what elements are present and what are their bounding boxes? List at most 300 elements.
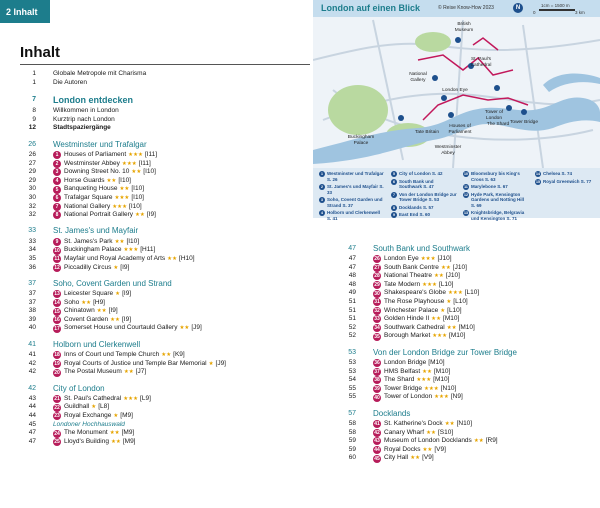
star-rating: ★★	[123, 369, 134, 376]
district-number-badge: 15	[536, 179, 540, 184]
star-rating: ★	[91, 404, 97, 411]
toc-entry[interactable]	[340, 385, 590, 394]
sight-number-badge: 6	[53, 194, 61, 202]
sight-number-badge: 37	[374, 368, 380, 375]
star-rating: ★★	[440, 264, 451, 271]
legend-item[interactable]	[391, 171, 457, 177]
sight-number-badge: 24	[54, 430, 60, 437]
star-rating: ★★	[81, 299, 92, 306]
legend-item[interactable]	[391, 205, 457, 211]
sight-number-badge: 33	[374, 316, 380, 323]
sight-number-badge: 27	[374, 264, 380, 271]
entry-title: Inns of Court und Temple Church	[64, 351, 160, 359]
section-heading[interactable]	[20, 139, 310, 151]
toc-entry[interactable]	[340, 446, 590, 455]
entry-title: National Portrait Gallery	[64, 211, 133, 219]
toc-entry[interactable]	[340, 393, 590, 402]
district-name: East End S. 60	[399, 212, 431, 218]
toc-entry[interactable]	[20, 246, 310, 255]
map-grid-ref: [I11]	[138, 159, 151, 167]
toc-entry[interactable]	[340, 272, 590, 281]
toc-left-column	[20, 70, 310, 446]
map-grid-ref: [M9]	[121, 429, 135, 437]
entry-page-number: 47	[28, 429, 36, 437]
map-label-national-gallery: National Gallery	[409, 72, 427, 83]
district-name: St. James's und Mayfair S. 33	[327, 184, 384, 195]
entry-title: Tower of London	[384, 393, 433, 401]
map-grid-ref: [I9]	[122, 290, 132, 298]
district-number-badge: 11	[464, 185, 468, 190]
map-grid-ref: [L10]	[453, 297, 468, 305]
entry-page-number: 33	[28, 237, 36, 245]
section-heading[interactable]	[20, 339, 310, 351]
map-label-westminster: Westminster Abbey	[434, 145, 462, 156]
sight-number-badge: 16	[54, 317, 60, 324]
entry-page-number: 51	[348, 297, 356, 305]
district-number-badge: 2	[319, 184, 325, 190]
district-number-badge: 6	[391, 179, 397, 185]
sight-number-badge: 45	[374, 455, 380, 462]
toc-entry[interactable]	[20, 255, 310, 264]
sight-number-badge: 23	[54, 413, 60, 420]
entry-page-number: 52	[348, 332, 356, 340]
star-rating: ★	[113, 413, 119, 420]
star-rating: ★★★	[420, 256, 436, 262]
district-number-badge: 8	[391, 205, 397, 211]
district-name: Chelsea S. 74	[543, 171, 573, 176]
section-heading[interactable]	[20, 383, 310, 395]
map-label-houses: Houses of Parliament	[448, 124, 472, 135]
entry-page-number: 55	[348, 384, 356, 392]
star-rating: ★★	[161, 352, 172, 359]
legend-item[interactable]	[463, 210, 529, 222]
map-grid-ref: [I10]	[118, 176, 131, 184]
entry-page-number: 26	[28, 150, 36, 158]
star-rating: ★★	[444, 420, 455, 427]
district-name: Docklands S. 57	[399, 204, 434, 210]
sight-number-badge: 34	[374, 325, 380, 332]
entry-title: Londoner Hochhauswald	[53, 420, 125, 428]
toc-entry[interactable]	[20, 403, 310, 412]
entry-title: St. Paul's Cathedral	[64, 394, 122, 402]
map-grid-ref: [J10]	[445, 272, 460, 280]
map-title-bar	[313, 0, 600, 17]
entry-page-number: 37	[28, 298, 36, 306]
toc-entry[interactable]	[20, 185, 310, 194]
entry-title: Covent Garden	[64, 315, 109, 323]
legend-column	[319, 171, 385, 223]
entry-page-number: 39	[28, 315, 36, 323]
section-title: Westminster und Trafalgar	[53, 139, 147, 149]
toc-entry[interactable]	[20, 438, 310, 447]
star-rating: ★★	[433, 273, 444, 280]
intro-entry[interactable]	[20, 70, 310, 79]
entry-title: Buckingham Palace	[64, 246, 122, 254]
entry-page-number: 32	[28, 202, 36, 210]
legend-item[interactable]	[319, 210, 385, 222]
toc-entry[interactable]	[20, 307, 310, 316]
map-grid-ref: [J9]	[215, 359, 226, 367]
entry-page-number: 51	[348, 315, 356, 323]
entry-title: Borough Market	[384, 332, 431, 340]
sight-number-badge: 40	[374, 394, 380, 401]
district-name: Bloomsbury bis King's Cross S. 63	[471, 171, 520, 182]
entry-title: Trafalgar Square	[64, 193, 113, 201]
toc-entry[interactable]	[20, 238, 310, 247]
entry-title: Die Autoren	[53, 78, 87, 86]
star-rating: ★★	[110, 438, 121, 445]
entry-title: Guildhall	[64, 403, 90, 411]
entry-page-number: 35	[28, 254, 36, 262]
entry-page-number: 44	[28, 403, 36, 411]
scale-end: 3 km	[575, 10, 585, 15]
entry-page-number: 34	[28, 246, 36, 254]
map-grid-ref: [I9]	[121, 315, 132, 323]
toc-entry[interactable]	[340, 420, 590, 429]
map-grid-ref: [K9]	[173, 351, 185, 359]
legend-column	[391, 171, 457, 220]
sight-number-badge: 5	[53, 186, 61, 194]
map-grid-ref: [N9]	[450, 393, 463, 401]
map-label-tate-britain: Tate Britain	[415, 130, 439, 135]
toc-entry[interactable]	[20, 412, 310, 421]
entry-title: Stadtspaziergänge	[53, 124, 111, 132]
section-title: South Bank und Southwark	[373, 243, 470, 253]
toc-entry[interactable]	[340, 289, 590, 298]
map-label-tower-bridge: Tower Bridge	[510, 120, 538, 125]
entry-title: Horse Guards	[64, 176, 105, 184]
page-tab	[0, 0, 50, 23]
entry-title: Kurztrip nach London	[53, 115, 115, 123]
star-rating: ★★	[109, 430, 120, 437]
star-rating: ★★★	[114, 194, 130, 201]
toc-entry[interactable]	[20, 360, 310, 369]
map-title: London auf einen Blick	[321, 3, 421, 13]
star-rating: ★★★	[121, 160, 137, 167]
map-grid-ref: [N10]	[456, 419, 473, 427]
toc-entry[interactable]	[20, 368, 310, 377]
entry-title: National Theatre	[384, 272, 432, 280]
entry-page-number: 30	[28, 185, 36, 193]
star-rating: ★	[446, 298, 452, 305]
entry-page-number: 43	[28, 394, 36, 402]
entry-page-number: 47	[28, 437, 36, 445]
entry-title: HMS Belfast	[384, 367, 421, 375]
map-grid-ref: [H9]	[93, 298, 105, 306]
map-label-london-eye: London Eye	[442, 88, 468, 93]
entry-page-number: 32	[28, 211, 36, 219]
section-title: London entdecken	[53, 94, 134, 105]
toc-entry[interactable]	[340, 454, 590, 463]
toc-entry[interactable]	[340, 255, 590, 264]
map-grid-ref: [M10]	[449, 332, 466, 340]
star-rating: ★	[115, 291, 121, 298]
section-heading[interactable]	[20, 226, 310, 238]
legend-item[interactable]	[391, 179, 457, 191]
district-number-badge: 5	[391, 171, 397, 177]
entry-title: Piccadilly Circus	[64, 263, 112, 271]
toc-entry[interactable]	[20, 124, 310, 133]
entry-page-number: 44	[28, 412, 36, 420]
section-title: St. James's und Mayfair	[53, 226, 139, 236]
sight-number-badge: 32	[374, 307, 380, 314]
section-heading[interactable]	[340, 408, 590, 420]
toc-entry[interactable]	[340, 307, 590, 316]
entry-page-number: 8	[32, 107, 36, 115]
toc-entry[interactable]	[340, 376, 590, 385]
entry-page-number: 29	[28, 176, 36, 184]
entry-title: Tower Bridge	[384, 384, 422, 392]
map-grid-ref: [V9]	[422, 454, 434, 462]
district-name: Von der London Bridge zur Tower Bridge S. 53	[399, 191, 457, 203]
star-rating: ★★★	[112, 203, 128, 210]
map-label-british-museum: British Museum	[454, 22, 474, 33]
sight-number-badge: 12	[54, 264, 60, 271]
entry-title: St. James's Park	[64, 237, 113, 245]
toc-entry[interactable]	[340, 315, 590, 324]
entry-page-number: 27	[28, 159, 36, 167]
north-arrow-icon: N	[513, 3, 523, 13]
toc-entry[interactable]	[20, 324, 310, 333]
legend-item[interactable]	[535, 171, 600, 177]
toc-entry[interactable]	[20, 351, 310, 360]
section-title: City of London	[53, 383, 105, 393]
entry-page-number: 58	[348, 419, 356, 427]
toc-entry[interactable]	[20, 116, 310, 125]
toc-entry[interactable]	[340, 264, 590, 273]
star-rating: ★★	[179, 325, 190, 332]
star-rating: ★★	[422, 368, 432, 375]
entry-title: Winchester Palace	[384, 306, 439, 314]
legend-item[interactable]	[319, 197, 385, 209]
scale-label: 1cm = 1500 m	[541, 3, 570, 8]
entry-title: Museum of London Docklands	[384, 437, 472, 445]
toc-right-column	[340, 243, 590, 463]
map-grid-ref: [R9]	[485, 437, 498, 445]
map-grid-ref: [I10]	[131, 193, 144, 201]
sight-number-badge: 11	[54, 256, 60, 263]
entry-page-number: 42	[28, 368, 36, 376]
toc-entry[interactable]	[340, 298, 590, 307]
entry-title: Tate Modern	[384, 280, 421, 288]
map-grid-ref: [M10]	[434, 367, 451, 375]
entry-page-number: 48	[348, 280, 356, 288]
map-grid-ref: [L10]	[464, 289, 480, 297]
entry-title: Mayfair und Royal Academy of Arts	[64, 254, 166, 262]
section-heading[interactable]	[340, 243, 590, 255]
legend-item[interactable]	[463, 192, 529, 209]
entry-page-number: 48	[348, 272, 356, 280]
section-title: Soho, Covent Garden und Strand	[53, 278, 172, 288]
toc-entry[interactable]	[20, 395, 310, 404]
entry-page-number: 45	[28, 420, 36, 428]
toc-entry[interactable]	[340, 359, 590, 368]
map-grid-ref: [S10]	[437, 428, 454, 436]
section-title: Von der London Bridge zur Tower Bridge	[373, 347, 517, 357]
district-number-badge: 7	[391, 192, 397, 198]
entry-title: Downing Street No. 10	[64, 168, 130, 176]
map-label-tower-london: Tower of London	[484, 110, 504, 121]
star-rating: ★★	[110, 316, 120, 323]
sight-number-badge: 44	[374, 446, 380, 453]
toc-entry[interactable]	[340, 368, 590, 377]
district-name: Holborn und Clerkenwell S. 41	[327, 210, 381, 222]
map-grid-ref: [V9]	[434, 445, 446, 453]
sight-number-badge: 31	[374, 299, 380, 306]
section-page-number: 7	[32, 95, 36, 103]
star-rating: ★★★	[123, 395, 139, 402]
legend-item[interactable]	[319, 184, 385, 196]
district-name: Soho, Covent Garden und Strand S. 37	[327, 197, 383, 208]
section-heading[interactable]	[20, 278, 310, 290]
toc-entry[interactable]	[20, 203, 310, 212]
star-rating: ★★	[431, 316, 442, 323]
star-rating: ★★	[422, 446, 433, 453]
toc-entry[interactable]	[340, 437, 590, 446]
toc-entry[interactable]	[20, 421, 310, 430]
toc-entry[interactable]	[20, 151, 310, 160]
entry-title: Chinatown	[64, 307, 95, 315]
page-section-label: Inhalt	[13, 7, 38, 17]
map-label-the-shard: The Shard	[486, 122, 510, 127]
district-name: Hyde Park, Kensington Gardens und Notting Hill S. 69	[471, 191, 524, 209]
page-title: Inhalt	[20, 44, 60, 61]
entry-title: Shakespeare's Globe	[384, 289, 446, 297]
district-name: City of London S. 42	[399, 171, 443, 176]
toc-entry[interactable]	[340, 429, 590, 438]
legend-item[interactable]	[319, 171, 385, 183]
section-page-number: 57	[348, 409, 356, 417]
map-grid-ref: [J7]	[135, 368, 147, 376]
toc-entry[interactable]	[340, 324, 590, 333]
map-grid-ref: [I11]	[144, 150, 158, 158]
toc-entry[interactable]	[20, 177, 310, 186]
sight-number-badge: 25	[54, 439, 60, 446]
map-grid-ref: [I10]	[131, 185, 145, 193]
section-title: Holborn und Clerkenwell	[53, 339, 141, 349]
legend-item[interactable]	[463, 184, 529, 190]
toc-entry[interactable]	[20, 429, 310, 438]
entry-title: St. Katherine's Dock	[384, 419, 443, 427]
sight-number-badge: 14	[54, 299, 60, 306]
entry-page-number: 38	[28, 307, 36, 315]
map-grid-ref: [I10]	[129, 202, 142, 210]
entry-page-number: 12	[28, 124, 36, 132]
section-heading[interactable]	[340, 347, 590, 359]
section-page-number: 47	[348, 244, 356, 252]
sight-number-badge: 8	[53, 211, 61, 219]
entry-page-number: 51	[348, 306, 356, 314]
page-number: 2	[6, 7, 12, 17]
toc-entry[interactable]	[20, 299, 310, 308]
map-grid-ref: [J9]	[191, 324, 202, 332]
map-grid-ref: [I10]	[126, 237, 140, 245]
entry-title: The Postal Museum	[64, 368, 122, 376]
entry-title: The Rose Playhouse	[384, 297, 445, 305]
sight-number-badge: 18	[54, 352, 60, 359]
district-name: Marylebone S. 67	[471, 184, 508, 190]
map-grid-ref: [M9]	[120, 412, 133, 420]
entry-page-number: 47	[348, 263, 356, 271]
district-number-badge: 14	[536, 172, 540, 176]
toc-entry[interactable]	[20, 194, 310, 203]
sight-number-badge: 7	[53, 203, 61, 211]
toc-entry[interactable]	[340, 332, 590, 341]
legend-item[interactable]	[535, 179, 600, 185]
entry-page-number: 59	[348, 437, 356, 445]
toc-entry[interactable]	[20, 316, 310, 325]
sight-number-badge: 1	[53, 151, 61, 159]
entry-page-number: 29	[28, 168, 36, 176]
toc-entry[interactable]	[20, 160, 310, 169]
sight-number-badge: 38	[374, 377, 380, 384]
toc-entry[interactable]	[20, 211, 310, 220]
section-heading[interactable]	[20, 93, 310, 107]
entry-title: Globale Metropole mit Charisma	[53, 70, 147, 77]
map-grid-ref: [L10]	[438, 280, 454, 288]
toc-entry[interactable]	[340, 281, 590, 290]
map-grid-ref: [I9]	[120, 263, 130, 271]
entry-page-number: 41	[28, 351, 36, 359]
map-grid-ref: [I10]	[143, 168, 156, 176]
star-rating: ★	[113, 264, 119, 271]
entry-page-number: 54	[348, 376, 356, 384]
entry-page-number: 49	[348, 289, 356, 297]
sight-number-badge: 41	[374, 421, 380, 428]
map-grid-ref: [M10]	[433, 376, 450, 384]
entry-title: Royal Courts of Justice und Temple Bar Memorial	[64, 359, 207, 367]
map-grid-ref: [L9]	[140, 394, 151, 402]
entry-title: Canary Wharf	[384, 428, 425, 436]
sight-number-badge: 26	[374, 256, 380, 263]
toc-entry[interactable]	[20, 264, 310, 273]
star-rating: ★★★	[434, 394, 449, 401]
district-name: South Bank und Southwark S. 47	[399, 178, 434, 190]
district-number-badge: 10	[464, 172, 468, 176]
district-name: Westminster und Trafalgar S. 26	[327, 171, 384, 182]
entry-page-number: 37	[28, 290, 36, 298]
toc-entry[interactable]	[20, 290, 310, 299]
entry-title: Soho	[64, 298, 80, 306]
section-page-number: 41	[28, 340, 36, 348]
sight-number-badge: 20	[54, 369, 60, 376]
legend-item[interactable]	[391, 192, 457, 204]
star-rating: ★★	[426, 429, 436, 436]
legend-item[interactable]	[391, 212, 457, 218]
entry-title: Royal Exchange	[64, 412, 112, 420]
star-rating: ★★★	[423, 385, 439, 392]
entry-title: London Bridge	[384, 358, 427, 366]
sight-number-badge: 42	[374, 429, 380, 436]
entry-page-number: 58	[348, 428, 356, 436]
intro-entry[interactable]	[20, 79, 310, 88]
entry-page-number: 42	[28, 359, 36, 367]
entry-title: Somerset House und Courtauld Gallery	[64, 324, 178, 332]
map-grid-ref: [I9]	[108, 307, 118, 315]
map-label-buckingham: Buckingham Palace	[347, 135, 375, 146]
district-name: Knightsbridge, Belgravia und Kensington S. 71	[471, 210, 525, 222]
toc-entry[interactable]	[20, 107, 310, 116]
map-grid-ref: [L10]	[447, 306, 462, 314]
entry-page-number: 59	[348, 445, 356, 453]
entry-title: Banqueting House	[64, 185, 118, 193]
map-legend	[313, 168, 600, 222]
star-rating: ★★★	[128, 151, 143, 158]
entry-title: Lloyd's Building	[64, 437, 109, 445]
sight-number-badge: 30	[374, 290, 380, 297]
toc-entry[interactable]	[20, 168, 310, 177]
legend-item[interactable]	[463, 171, 529, 183]
